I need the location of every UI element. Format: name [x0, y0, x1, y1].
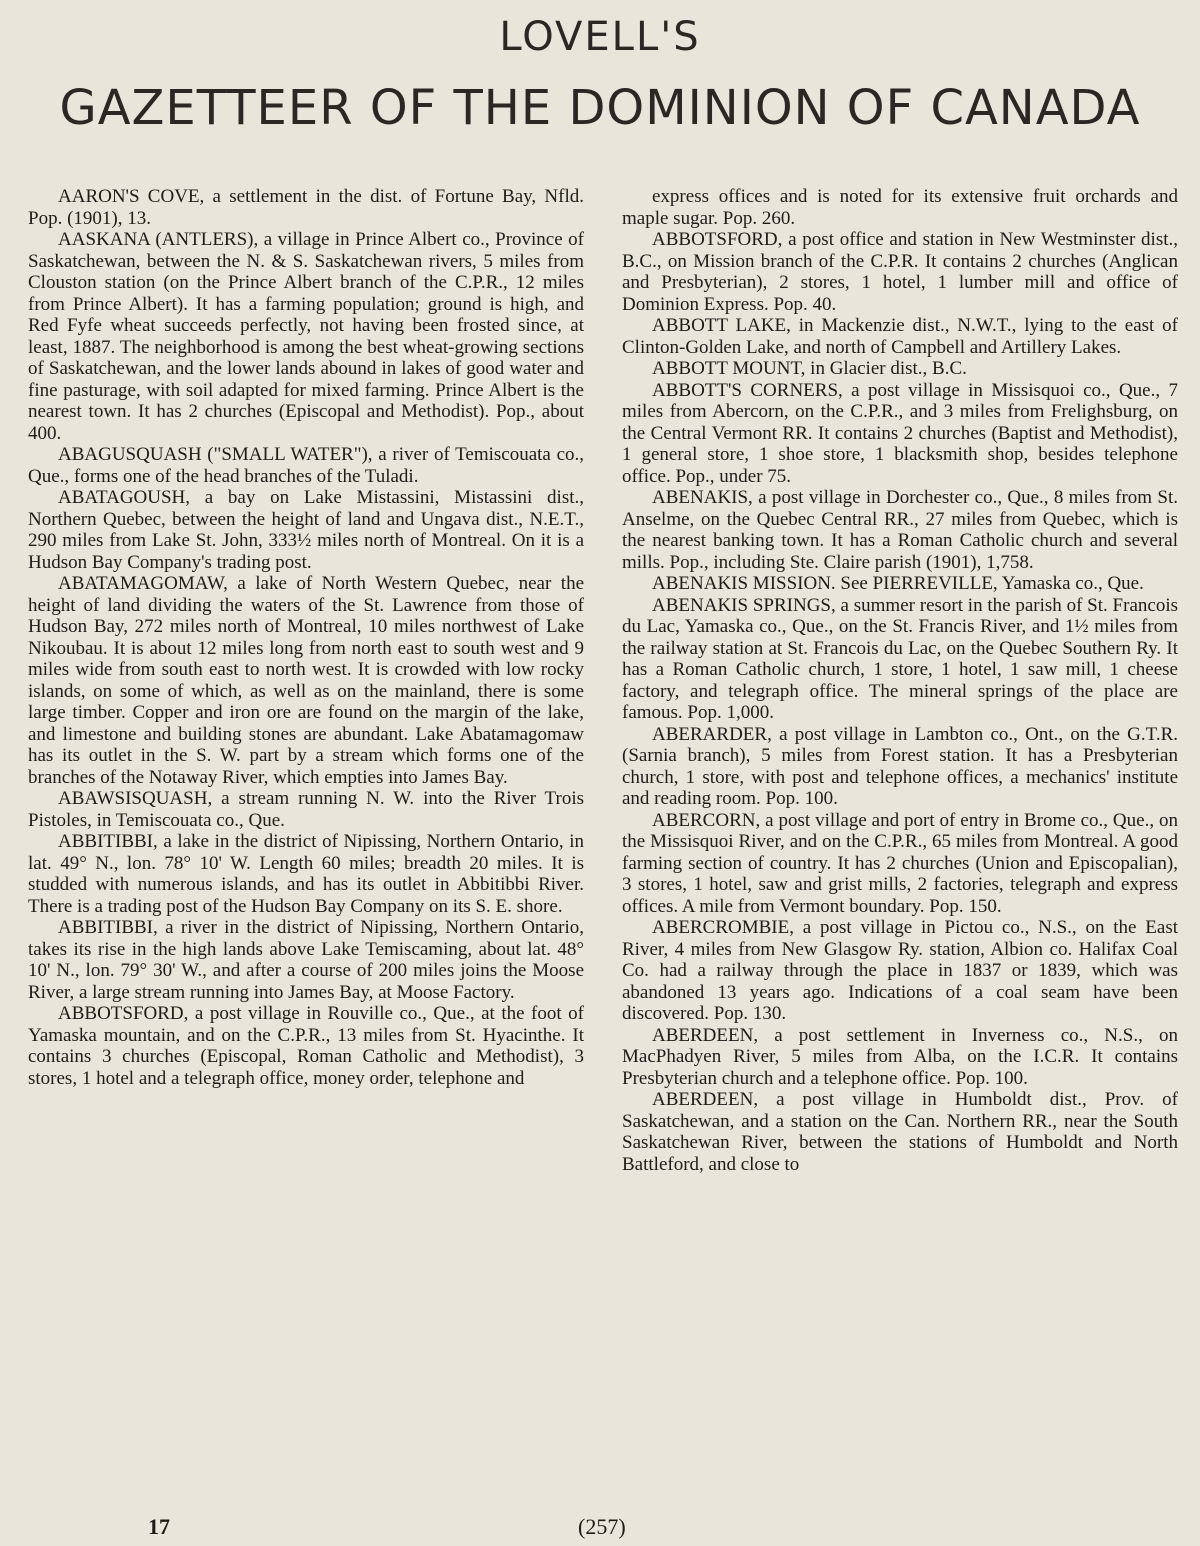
- gazetteer-entry: ABBOTSFORD, a post office and station in New Westminster dist., B.C., on Mission branch of the C.P.R. It contains 2 churches (Anglican and Presbyterian), 2 stores, 1 hotel, 1 lumber mill and office of Dominion Express. Pop. 40.: [622, 229, 1178, 315]
- right-column: [622, 186, 1178, 1175]
- gazetteer-entry: ABATAMAGOMAW, a lake of North Western Quebec, near the height of land dividing the waters of the St. Lawrence from those of Hudson Bay, 272 miles north of Montreal, 10 miles northwest of Lake Nikoubau. It is about 12 miles long from north east to south west and 9 miles wide from south east to north west. It is crowded with low rocky islands, on some of which, as well as on the mainland, there is some large timber. Copper and iron ore are found on the margin of the lake, and limestone and building stones are abundant. Lake Abatamagomaw has its outlet in the S. W. part by a stream which forms one of the branches of the Notaway River, which empties into James Bay.: [28, 573, 584, 788]
- gazetteer-entry: ABENAKIS SPRINGS, a summer resort in the parish of St. Francois du Lac, Yamaska co., Que., on the St. Francis River, and 1½ miles from the railway station at St. Francois du Lac, on the Quebec Southern Ry. It has a Roman Catholic church, 1 store, 1 hotel, 1 saw mill, 1 cheese factory, and telegraph office. The mineral springs of the place are famous. Pop. 1,000.: [622, 594, 1178, 723]
- gazetteer-entry: ABAGUSQUASH ("SMALL WATER"), a river of Temiscouata co., Que., forms one of the head branches of the Tuladi.: [28, 444, 584, 487]
- gazetteer-entry: ABBITIBBI, a lake in the district of Nipissing, Northern Ontario, in lat. 49° N., lon. 78° 10' W. Length 60 miles; breadth 20 miles. It is studded with numerous islands, and has its outlet in Abbitibbi River. There is a trading post of the Hudson Bay Company on its S. E. shore.: [28, 831, 584, 917]
- gazetteer-entry: ABBITIBBI, a river in the district of Nipissing, Northern Ontario, takes its rise in the high lands above Lake Temiscaming, about lat. 48° 10' N., lon. 79° 30' W., and after a course of 200 miles joins the Moose River, a large stream running into James Bay, at Moose Factory.: [28, 917, 584, 1003]
- gazetteer-entry: ABBOTT'S CORNERS, a post village in Missisquoi co., Que., 7 miles from Abercorn, on the C.P.R., and 3 miles from Frelighsburg, on the Central Vermont RR. It contains 2 churches (Baptist and Methodist), 1 general store, 1 shoe store, 1 blacksmith shop, besides telephone office. Pop., under 75.: [622, 379, 1178, 487]
- gazetteer-entry: ABENAKIS MISSION. See PIERREVILLE, Yamaska co., Que.: [652, 573, 1144, 594]
- left-column: [28, 186, 584, 1089]
- signature-mark: 17: [148, 1514, 170, 1539]
- gazetteer-entry: AASKANA (ANTLERS), a village in Prince Albert co., Province of Saskatchewan, between the N. & S. Saskatchewan rivers, 5 miles from Clouston station (on the Prince Albert branch of the C.P.R., 12 miles from Prince Albert). It has a farming population; ground is high, and Red Fyfe wheat succeeds perfectly, not having been frosted since, at least, 1887. The neighborhood is among the best wheat-growing sections of Saskatchewan, and the lower lands abound in lakes of good water and fine pasturage, with soil adapted for mixed farming. Prince Albert is the nearest town. It has 2 churches (Episcopal and Methodist). Pop., about 400.: [28, 229, 584, 444]
- gazetteer-entry: express offices and is noted for its extensive fruit orchards and maple sugar. Pop. 260.: [622, 186, 1178, 229]
- gazetteer-entry: ABATAGOUSH, a bay on Lake Mistassini, Mistassini dist., Northern Quebec, between the height of land and Ungava dist., N.E.T., 290 miles from Lake St. John, 333½ miles north of Montreal. On it is a Hudson Bay Company's trading post.: [28, 487, 584, 573]
- gazetteer-entry: ABBOTSFORD, a post village in Rouville co., Que., at the foot of Yamaska mountain, and on the C.P.R., 13 miles from St. Hyacinthe. It contains 3 churches (Episcopal, Roman Catholic and Methodist), 3 stores, 1 hotel and a telegraph office, money order, telephone and: [28, 1003, 584, 1089]
- gazetteer-entry: ABERCORN, a post village and port of entry in Brome co., Que., on the Missisquoi River, and on the C.P.R., 65 miles from Montreal. A good farming section of country. It has 2 churches (Union and Episcopalian), 3 stores, 1 hotel, saw and grist mills, 2 factories, telegraph and express offices. A mile from Vermont boundary. Pop. 150.: [622, 809, 1178, 917]
- gazetteer-entry: ABERARDER, a post village in Lambton co., Ont., on the G.T.R. (Sarnia branch), 5 miles from Forest station. It has a Presbyterian church, 1 store, with post and telephone offices, a mechanics' institute and reading room. Pop. 100.: [622, 723, 1178, 809]
- gazetteer-entry: ABAWSISQUASH, a stream running N. W. into the River Trois Pistoles, in Temiscouata co., Que.: [28, 788, 584, 831]
- gazetteer-entry: ABERCROMBIE, a post village in Pictou co., N.S., on the East River, 4 miles from New Glasgow Ry. station, Albion co. Halifax Coal Co. had a railway through the place in 1837 or 1839, which was abandoned 13 years ago. Indications of a coal seam have been discovered. Pop. 130.: [622, 917, 1178, 1024]
- gazetteer-entry: ABENAKIS, a post village in Dorchester co., Que., 8 miles from St. Anselme, on the Quebec Central RR., 27 miles from Quebec, which is the nearest banking town. It has a Roman Catholic church and several mills. Pop., including Ste. Claire parish (1901), 1,758.: [622, 487, 1178, 573]
- gazetteer-title: GAZETTEER OF THE DOMINION OF CANADA: [59, 80, 1141, 136]
- gazetteer-entry: ABBOTT MOUNT, in Glacier dist., B.C.: [652, 358, 967, 379]
- gazetteer-entry: ABERDEEN, a post settlement in Inverness co., N.S., on MacPhadyen River, 5 miles from Alba, on the I.C.R. It contains Presbyterian church and a telephone office. Pop. 100.: [622, 1024, 1178, 1089]
- page-number: (257): [578, 1514, 626, 1539]
- publisher-heading: LOVELL'S: [499, 14, 701, 60]
- gazetteer-entry: AARON'S COVE, a settlement in the dist. of Fortune Bay, Nfld. Pop. (1901), 13.: [28, 186, 584, 229]
- gazetteer-entry: ABBOTT LAKE, in Mackenzie dist., N.W.T., lying to the east of Clinton-Golden Lake, and north of Campbell and Artillery Lakes.: [622, 315, 1178, 358]
- gazetteer-entry: ABERDEEN, a post village in Humboldt dist., Prov. of Saskatchewan, and a station on the Can. Northern RR., near the South Saskatchewan River, between the stations of Humboldt and North Battleford, and close to: [622, 1089, 1178, 1175]
